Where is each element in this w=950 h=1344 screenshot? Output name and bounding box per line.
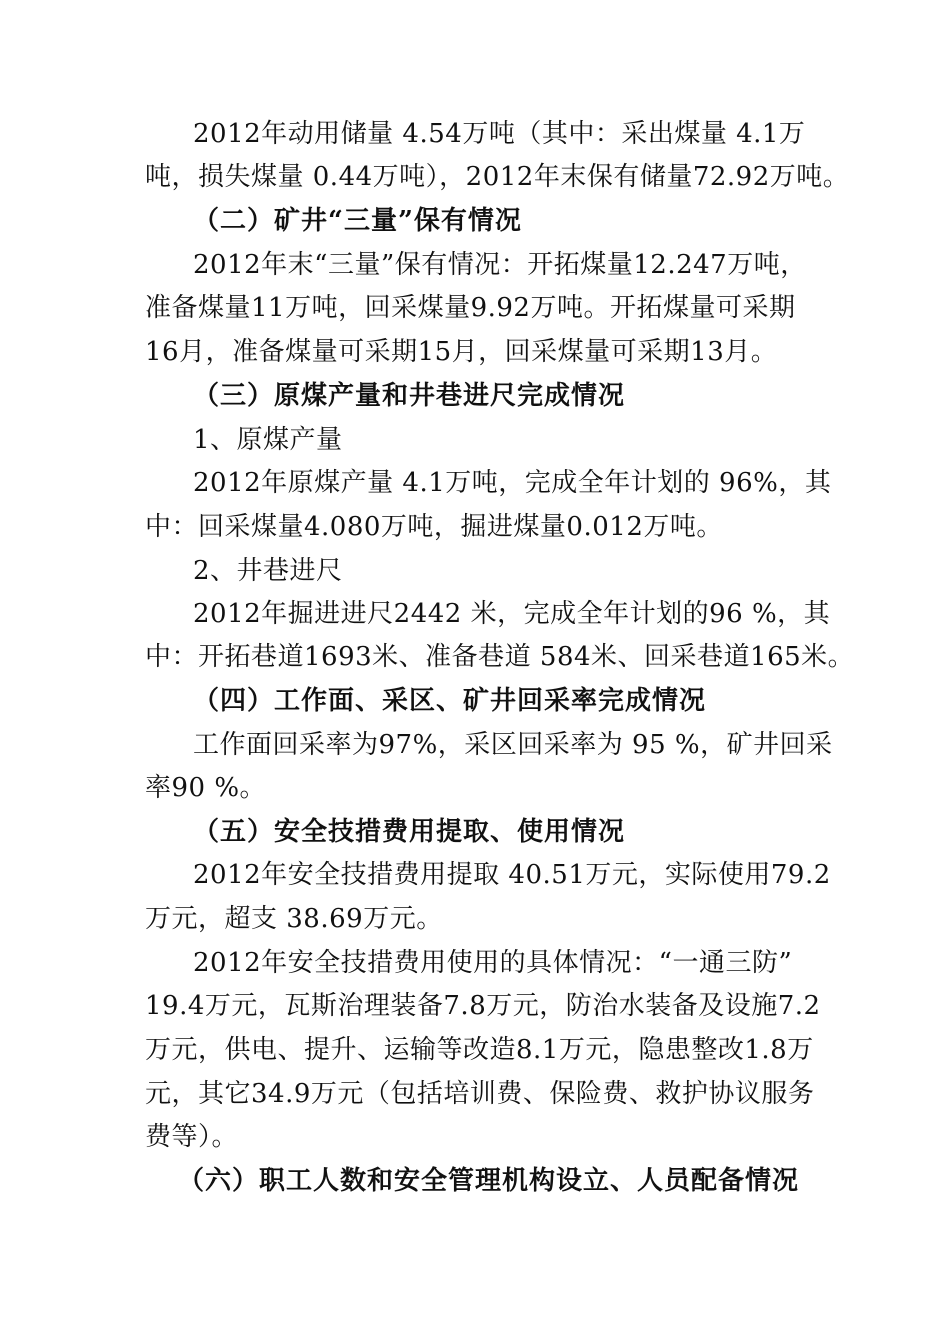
paragraph-line: 中：回采煤量4.080万吨，掘进煤量0.012万吨。 — [145, 512, 723, 542]
paragraph-line: 元，其它34.9万元（包括培训费、保险费、救护协议服务 — [145, 1079, 815, 1109]
paragraph-line: 2012年原煤产量 4.1万吨，完成全年计划的 96%，其 — [193, 468, 832, 498]
section-heading-2: （二）矿井“三量”保有情况 — [193, 206, 522, 236]
section-heading-5: （五）安全技措费用提取、使用情况 — [193, 817, 626, 847]
paragraph-line: 2012年掘进进尺2442 米，完成全年计划的96 %，其 — [193, 599, 831, 629]
paragraph-line: 万元，供电、提升、运输等改造8.1万元，隐患整改1.8万 — [145, 1035, 814, 1065]
paragraph-line: 中：开拓巷道1693米、准备巷道 584米、回采巷道165米。 — [145, 642, 855, 672]
paragraph-line: 费等）。 — [145, 1122, 239, 1152]
paragraph-line: 万元，超支 38.69万元。 — [145, 904, 443, 934]
paragraph-line: 2012年安全技措费用提取 40.51万元，实际使用79.2 — [193, 860, 831, 890]
paragraph-line: 准备煤量11万吨，回采煤量9.92万吨。开拓煤量可采期 — [145, 293, 796, 323]
paragraph-line: 16月，准备煤量可采期15月，回采煤量可采期13月。 — [145, 337, 778, 367]
paragraph-line: 吨，损失煤量 0.44万吨），2012年末保有储量72.92万吨。 — [145, 162, 850, 192]
section-heading-6: （六）职工人数和安全管理机构设立、人员配备情况 — [178, 1166, 800, 1196]
subsection-label: 1、原煤产量 — [193, 425, 343, 455]
paragraph-line: 2012年末“三量”保有情况：开拓煤量12.247万吨， — [193, 250, 807, 280]
section-heading-3: （三）原煤产量和井巷进尺完成情况 — [193, 381, 626, 411]
section-heading-4: （四）工作面、采区、矿井回采率完成情况 — [193, 686, 707, 716]
paragraph-line: 率90 %。 — [145, 773, 267, 803]
paragraph-line: 2012年动用储量 4.54万吨（其中：采出煤量 4.1万 — [193, 119, 806, 149]
paragraph-line: 19.4万元，瓦斯治理装备7.8万元，防治水装备及设施7.2 — [145, 991, 821, 1021]
paragraph-line: 工作面回采率为97%，采区回采率为 95 %，矿井回采 — [193, 730, 833, 760]
subsection-label: 2、井巷进尺 — [193, 556, 343, 586]
paragraph-line: 2012年安全技措费用使用的具体情况：“一通三防” — [193, 948, 793, 978]
